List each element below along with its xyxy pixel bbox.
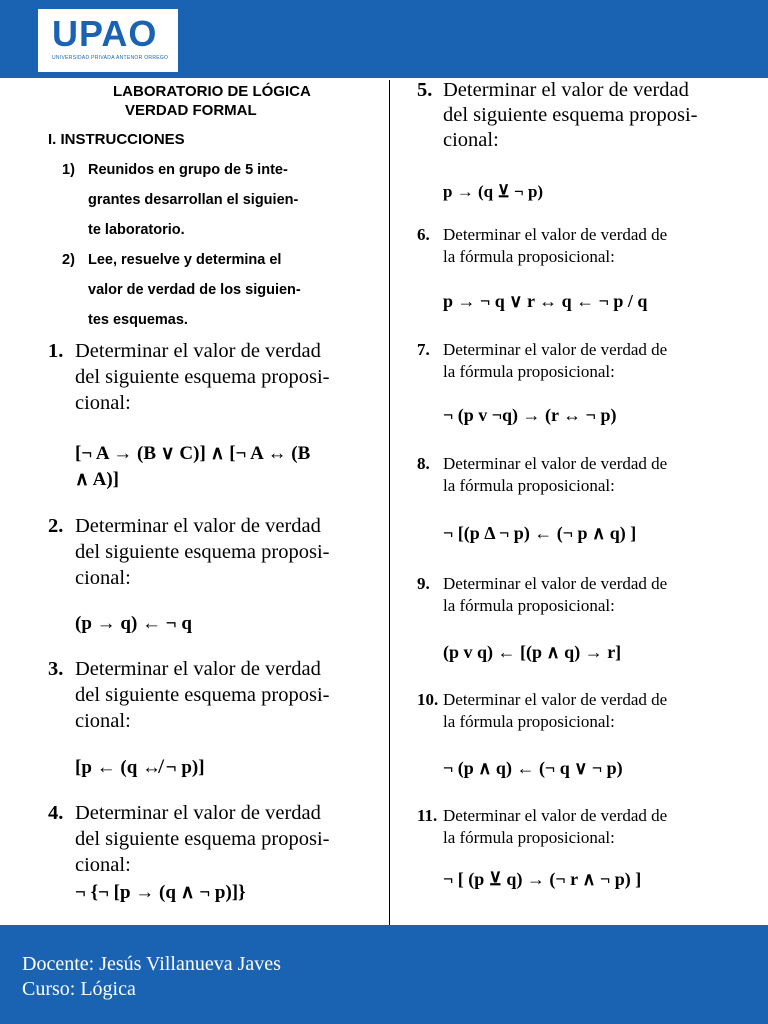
column-divider bbox=[389, 80, 390, 946]
instruction-line: Reunidos en grupo de 5 inte- bbox=[88, 162, 288, 178]
problem-3 bbox=[48, 656, 353, 736]
statement-line: del siguiente esquema proposi- bbox=[75, 828, 330, 850]
problem-number: 6. bbox=[417, 225, 430, 244]
logo-text: UPAO bbox=[52, 13, 158, 54]
footer-band bbox=[0, 925, 768, 1024]
formula-line: ¬ {¬ [p → (q ∧ ¬ p)]} bbox=[75, 882, 246, 903]
formula-line: (p → q) ← ¬ q bbox=[75, 613, 192, 634]
problem-statement bbox=[443, 339, 743, 383]
problem-number: 5. bbox=[417, 79, 433, 101]
problem-number: 1. bbox=[48, 340, 64, 362]
problem-8-formula: ¬ [(p Δ ¬ p) ← (¬ p ∧ q) ] bbox=[443, 523, 637, 543]
statement-line: Determinar el valor de verdad de bbox=[443, 340, 668, 359]
statement-line: la fórmula proposicional: bbox=[443, 476, 615, 495]
problem-2 bbox=[48, 513, 353, 593]
problem-statement bbox=[443, 689, 743, 733]
instruction-number: 1) bbox=[62, 162, 75, 178]
problem-number: 7. bbox=[417, 340, 430, 359]
logo-subtitle: UNIVERSIDAD PRIVADA ANTENOR ORREGO bbox=[52, 55, 169, 61]
statement-line: cional: bbox=[75, 392, 131, 414]
problem-number: 3. bbox=[48, 658, 64, 680]
footer-course: Curso: Lógica bbox=[22, 978, 136, 1000]
statement-line: Determinar el valor de verdad de bbox=[443, 574, 668, 593]
problem-number: 8. bbox=[417, 454, 430, 473]
formula-line: [¬ A → (B ∨ C)] ∧ [¬ A ↔ (B bbox=[75, 443, 311, 464]
problem-statement bbox=[75, 656, 365, 734]
statement-line: del siguiente esquema proposi- bbox=[75, 541, 330, 563]
problem-number: 9. bbox=[417, 574, 430, 593]
problem-2-formula bbox=[75, 611, 375, 637]
problem-7 bbox=[417, 339, 747, 383]
statement-line: cional: bbox=[75, 567, 131, 589]
instruction-text bbox=[88, 245, 362, 335]
statement-line: la fórmula proposicional: bbox=[443, 712, 615, 731]
statement-line: cional: bbox=[443, 129, 499, 151]
statement-line: Determinar el valor de verdad de bbox=[443, 806, 668, 825]
statement-line: la fórmula proposicional: bbox=[443, 247, 615, 266]
instruction-item-1 bbox=[62, 155, 362, 245]
problem-statement bbox=[443, 78, 743, 153]
problem-statement bbox=[75, 513, 365, 591]
instruction-line: Lee, resuelve y determina el bbox=[88, 252, 282, 268]
problem-8 bbox=[417, 453, 747, 497]
problem-9-formula: (p v q) ← [(p ∧ q) → r] bbox=[443, 642, 622, 662]
problem-7-formula: ¬ (p v ¬q) → (r ↔ ¬ p) bbox=[443, 405, 617, 425]
statement-line: la fórmula proposicional: bbox=[443, 596, 615, 615]
statement-line: Determinar el valor de verdad de bbox=[443, 225, 668, 244]
statement-line: Determinar el valor de verdad de bbox=[443, 454, 668, 473]
footer-teacher: Docente: Jesús Villanueva Javes bbox=[22, 953, 281, 975]
problem-10-formula: ¬ (p ∧ q) ← (¬ q ∨ ¬ p) bbox=[443, 758, 623, 778]
instruction-number: 2) bbox=[62, 252, 75, 268]
problem-3-formula bbox=[75, 755, 375, 781]
problem-number: 10. bbox=[417, 690, 439, 709]
instruction-line: te laboratorio. bbox=[88, 222, 185, 238]
problem-5 bbox=[417, 78, 747, 158]
statement-line: del siguiente esquema proposi- bbox=[75, 366, 330, 388]
lab-title-line2: VERDAD FORMAL bbox=[125, 102, 257, 119]
lab-title-line1: LABORATORIO DE LÓGICA bbox=[113, 83, 311, 100]
formula-line: ∧ A)] bbox=[75, 469, 119, 490]
header-band bbox=[0, 0, 768, 78]
problem-statement bbox=[443, 453, 743, 497]
problem-6 bbox=[417, 224, 747, 268]
problem-number: 11. bbox=[417, 806, 438, 825]
statement-line: del siguiente esquema proposi- bbox=[443, 104, 698, 126]
problem-number: 4. bbox=[48, 802, 64, 824]
problem-10 bbox=[417, 689, 747, 733]
statement-line: Determinar el valor de verdad bbox=[443, 79, 689, 101]
statement-line: del siguiente esquema proposi- bbox=[75, 684, 330, 706]
problem-4-formula bbox=[75, 880, 375, 906]
problem-1-formula bbox=[75, 441, 375, 493]
problem-number: 2. bbox=[48, 515, 64, 537]
instruction-text bbox=[88, 155, 362, 245]
problem-statement bbox=[443, 573, 743, 617]
problem-1 bbox=[48, 338, 353, 418]
statement-line: Determinar el valor de verdad bbox=[75, 340, 321, 362]
instruction-line: grantes desarrollan el siguien- bbox=[88, 192, 299, 208]
problem-5-formula: p → (q ⊻ ¬ p) bbox=[443, 182, 544, 201]
instruction-line: tes esquemas. bbox=[88, 312, 188, 328]
instructions-heading: I. INSTRUCCIONES bbox=[48, 131, 185, 148]
problem-9 bbox=[417, 573, 747, 617]
statement-line: Determinar el valor de verdad de bbox=[443, 690, 668, 709]
problem-statement bbox=[443, 805, 743, 849]
formula-line: [p ← (q ↮ ¬ p)] bbox=[75, 757, 205, 778]
lab-title bbox=[113, 82, 393, 120]
problem-4 bbox=[48, 800, 353, 880]
problem-statement bbox=[75, 800, 365, 878]
problem-statement bbox=[443, 224, 743, 268]
problem-6-formula: p → ¬ q ∨ r ↔ q ← ¬ p / q bbox=[443, 291, 648, 311]
problem-statement bbox=[75, 338, 365, 416]
problem-11 bbox=[417, 805, 747, 849]
statement-line: Determinar el valor de verdad bbox=[75, 515, 321, 537]
statement-line: Determinar el valor de verdad bbox=[75, 658, 321, 680]
problem-11-formula: ¬ [ (p ⊻ q) → (¬ r ∧ ¬ p) ] bbox=[443, 869, 642, 889]
instruction-item-2 bbox=[62, 245, 362, 335]
statement-line: la fórmula proposicional: bbox=[443, 828, 615, 847]
statement-line: la fórmula proposicional: bbox=[443, 362, 615, 381]
statement-line: Determinar el valor de verdad bbox=[75, 802, 321, 824]
statement-line: cional: bbox=[75, 710, 131, 732]
statement-line: cional: bbox=[75, 854, 131, 876]
upao-logo bbox=[38, 9, 178, 72]
instruction-line: valor de verdad de los siguien- bbox=[88, 282, 301, 298]
